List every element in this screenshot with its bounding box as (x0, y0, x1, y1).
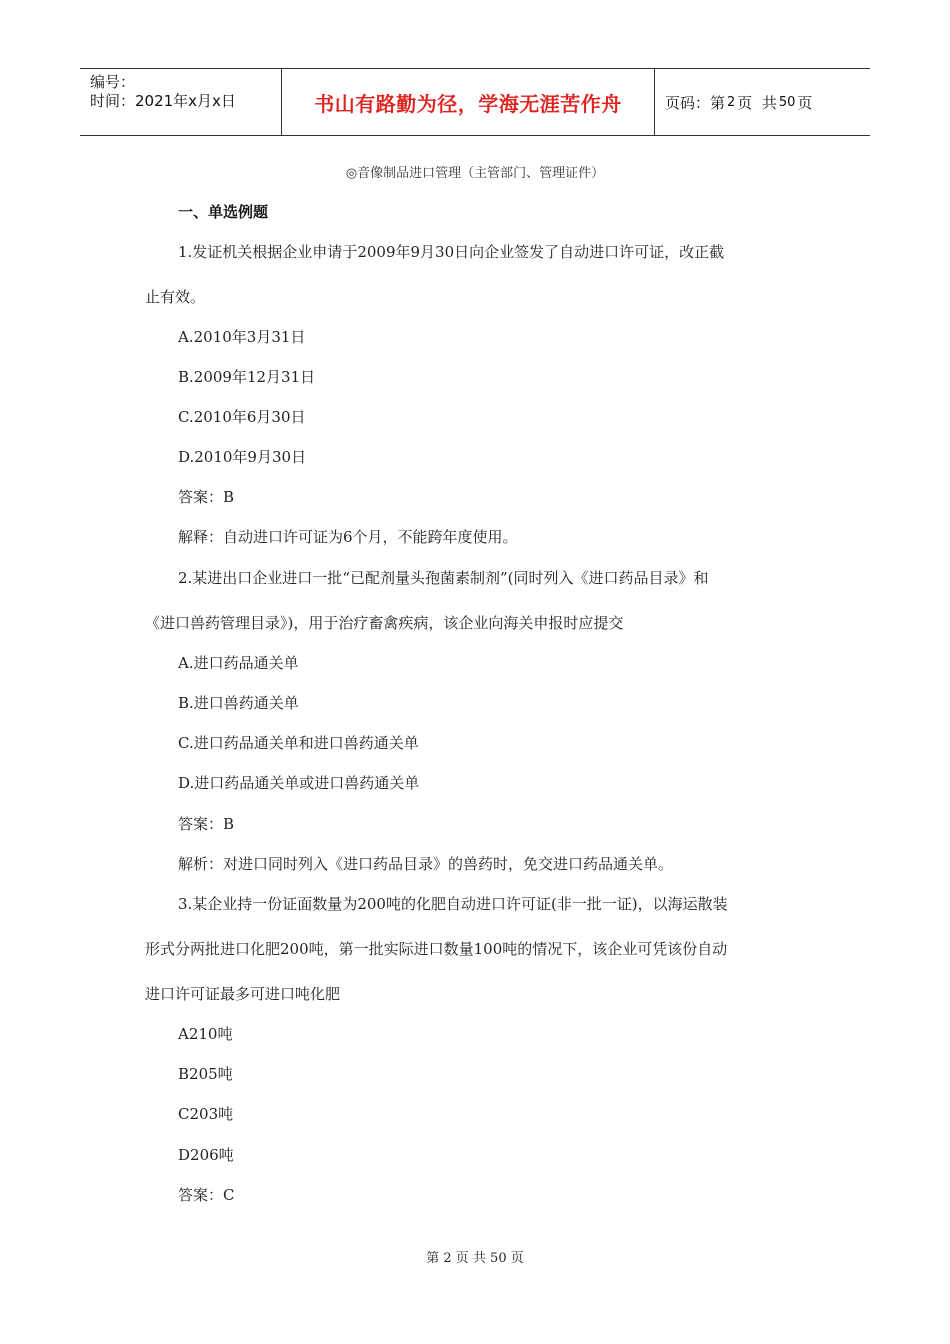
body-line: 《进口兽药管理目录》)，用于治疗畜禽疾病，该企业向海关申报时应提交 (145, 614, 624, 632)
section-heading: 一、单选例题 (178, 203, 269, 221)
header-page-info (655, 69, 870, 135)
answer-line: 答案：C (178, 1186, 235, 1204)
header-meta (80, 69, 281, 135)
explanation-line: 解析：对进口同时列入《进口药品目录》的兽药时，免交进口药品通关单。 (178, 855, 674, 873)
option-line: A210吨 (178, 1025, 233, 1043)
option-line: D.2010年9月30日 (178, 448, 307, 466)
option-line: D.进口药品通关单或进口兽药通关单 (178, 774, 420, 792)
page-suffix: 页 (797, 93, 813, 112)
header-table (80, 68, 870, 136)
document-title: ◎音像制品进口管理（主管部门、管理证件） (345, 166, 605, 181)
page-total: 50 (778, 94, 796, 110)
explanation-line: 解释：自动进口许可证为6个月，不能跨年度使用。 (178, 528, 518, 546)
body-line: 止有效。 (145, 288, 206, 306)
option-line: B.2009年12月31日 (178, 368, 316, 386)
page-prefix: 页码：第 (665, 93, 726, 112)
option-line: B.进口兽药通关单 (178, 694, 299, 712)
option-line: A.2010年3月31日 (178, 328, 306, 346)
option-line: B205吨 (178, 1065, 233, 1083)
answer-line: 答案：B (178, 488, 235, 506)
body-line: 1.发证机关根据企业申请于2009年9月30日向企业签发了自动进口许可证，改正截 (178, 243, 725, 261)
page-footer: 第 2 页 共 50 页 (426, 1251, 524, 1266)
body-line: 3.某企业持一份证面数量为200吨的化肥自动进口许可证(非一批一证)，以海运散装 (178, 895, 728, 913)
option-line: C203吨 (178, 1105, 234, 1123)
body-line: 形式分两批进口化肥200吨，第一批实际进口数量100吨的情况下，该企业可凭该份自动 (145, 940, 728, 958)
option-line: D206吨 (178, 1146, 234, 1164)
motto: 书山有路勤为径，学海无涯苦作舟 (314, 91, 622, 116)
option-line: C.2010年6月30日 (178, 408, 306, 426)
header-motto-cell (281, 69, 655, 135)
body-line: 2.某进出口企业进口一批“已配剂量头孢菌素制剂”(同时列入《进口药品目录》和 (178, 569, 709, 587)
body-line: 进口许可证最多可进口吨化肥 (145, 985, 341, 1003)
page-mid: 页 共 (737, 93, 777, 112)
time-label: 时间：2021年x月x日 (90, 92, 236, 110)
answer-line: 答案：B (178, 815, 235, 833)
option-line: C.进口药品通关单和进口兽药通关单 (178, 734, 419, 752)
code-label: 编号： (90, 73, 136, 91)
page-number: 2 (727, 94, 736, 110)
option-line: A.进口药品通关单 (178, 654, 299, 672)
